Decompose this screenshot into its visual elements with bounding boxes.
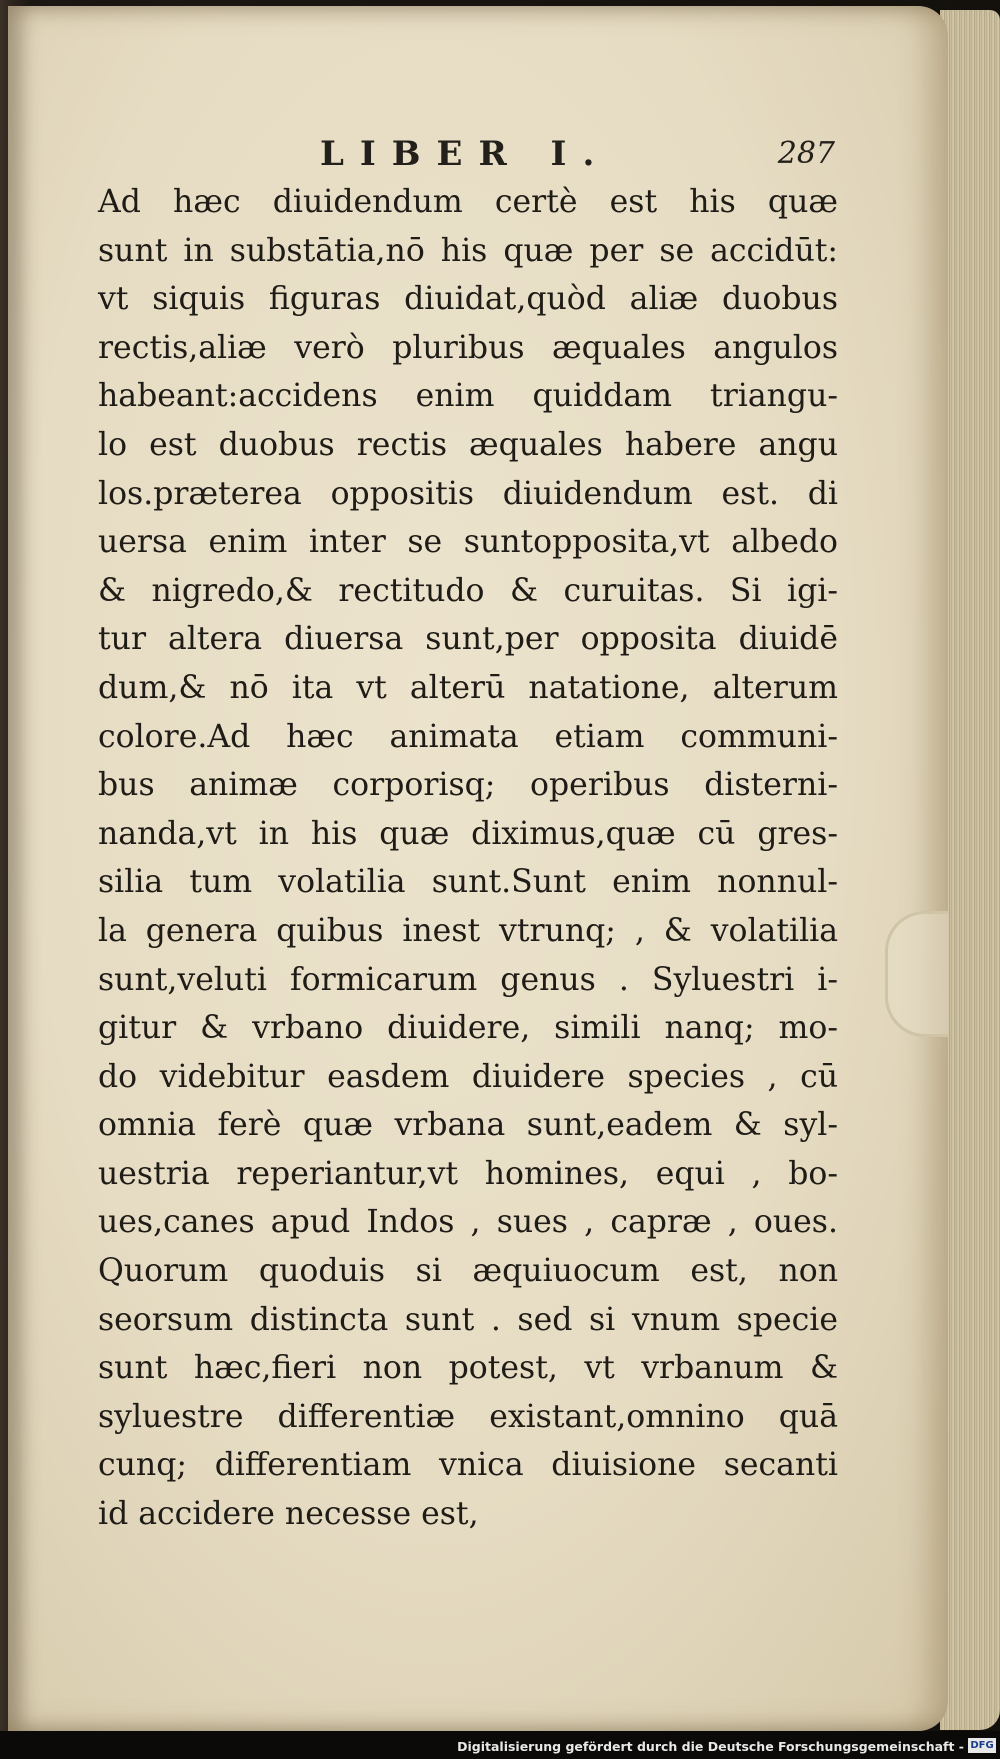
text-line: bus animæ corporisq; operibus disterni- — [98, 767, 838, 804]
text-line: & nigredo,& rectitudo & curuitas. Si igi- — [98, 572, 838, 609]
text-line: silia tum volatilia sunt.Sunt enim nonnul- — [98, 864, 838, 901]
text-line: do videbitur easdem diuidere species , cū — [98, 1058, 838, 1095]
text-line: habeant:accidens enim quiddam triangu- — [98, 378, 838, 415]
text-line: rectis,aliæ verò pluribus æquales angulos — [98, 329, 838, 366]
text-line: gitur & vrbano diuidere, simili nanq; mo- — [98, 1010, 838, 1047]
page-clip — [885, 911, 948, 1037]
text-line: uersa enim inter se suntopposita,vt albedo — [98, 524, 838, 561]
text-line: nanda,vt in his quæ diximus,quæ cū gres- — [98, 815, 838, 852]
text-line: los.præterea oppositis diuidendum est. di — [98, 475, 838, 512]
text-line: sunt hæc,fieri non potest, vt vrbanum & — [98, 1350, 838, 1387]
text-line: sunt in substātia,nō his quæ per se accidūt: — [98, 232, 838, 269]
page-header — [100, 134, 835, 180]
text-line: tur altera diuersa sunt,per opposita diuidē — [98, 621, 838, 658]
text-line: uestria reperiantur,vt homines, equi , bo- — [98, 1155, 838, 1192]
text-line: Quorum quoduis si æquiuocum est, non — [98, 1253, 838, 1290]
body-text — [98, 178, 838, 1539]
text-line: sunt,veluti formicarum genus . Syluestri i- — [98, 961, 838, 998]
text-line: syluestre differentiæ existant,omnino quā — [98, 1398, 838, 1435]
text-line: dum,& nō ita vt alterū natatione, alterum — [98, 669, 838, 706]
book-page — [8, 6, 948, 1731]
text-line: omnia ferè quæ vrbana sunt,eadem & syl- — [98, 1107, 838, 1144]
text-line: ues,canes apud Indos , sues , capræ , oues. — [98, 1204, 838, 1241]
text-line: Ad hæc diuidendum certè est his quæ — [98, 184, 838, 220]
dfg-logo: DFG — [968, 1738, 996, 1753]
text-line: id accidere necesse est, — [98, 1496, 479, 1533]
text-line: cunq; differentiam vnica diuisione secanti — [98, 1447, 838, 1484]
text-line: lo est duobus rectis æquales habere angu — [98, 426, 838, 463]
text-line: colore.Ad hæc animata etiam communi- — [98, 718, 838, 755]
text-line: seorsum distincta sunt . sed si vnum specie — [98, 1301, 838, 1338]
running-head: LIBER I. — [320, 134, 611, 174]
text-line: vt siquis figuras diuidat,quòd aliæ duobus — [98, 281, 838, 318]
page-edges — [940, 10, 1000, 1730]
footer-bar — [0, 1731, 1000, 1759]
digitization-credit: Digitalisierung gefördert durch die Deutsche Forschungsgemeinschaft - — [457, 1739, 964, 1754]
text-line: la genera quibus inest vtrunq; , & volatilia — [98, 912, 838, 949]
page-number: 287 — [777, 136, 835, 171]
